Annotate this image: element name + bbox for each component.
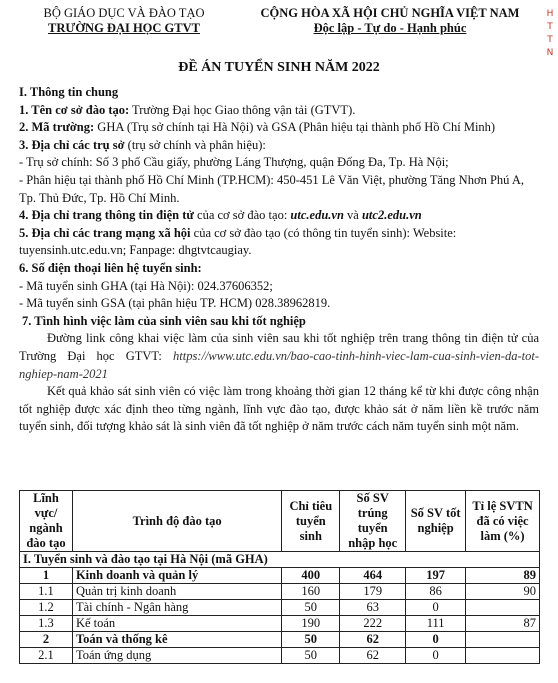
cell-graduates: 197 — [406, 568, 466, 584]
item-text: và — [343, 208, 362, 223]
cell-graduates: 86 — [406, 584, 466, 600]
item-label: 3. Địa chỉ các trụ sở — [19, 137, 125, 152]
table-row — [20, 568, 540, 584]
item-1 — [19, 102, 539, 120]
cell-enrolled: 222 — [340, 616, 406, 632]
cell-code: 1 — [20, 568, 73, 584]
address-main: - Trụ sở chính: Số 3 phố Cầu giấy, phường Láng Thượng, quận Đống Đa, Tp. Hà Nội; — [19, 155, 449, 170]
cell-rate — [466, 632, 540, 648]
item-7: 7. Tình hình việc làm của sinh viên sau khi tốt nghiệp — [22, 313, 306, 328]
section-heading: I. Thông tin chung — [19, 85, 119, 99]
table-header-row — [20, 491, 540, 552]
item-label: 2. Mã trường: — [19, 120, 95, 135]
address-branch: - Phân hiệu tại thành phố Hồ Chí Minh (TP.HCM): 450-451 Lê Văn Việt, phường Tăng Nhơn Phú A, Tp. Thủ Đức, Tp. Hồ Chí Minh. — [19, 172, 524, 205]
admission-table — [19, 490, 540, 664]
cell-enrolled: 464 — [340, 568, 406, 584]
document-body — [19, 84, 539, 436]
item-6: 6. Số điện thoại liên hệ tuyển sinh: — [19, 260, 202, 275]
cell-graduates: 0 — [406, 648, 466, 664]
cell-rate: 87 — [466, 616, 540, 632]
col-header-field: Lĩnh vực/ ngành đào tạo — [20, 491, 73, 552]
cell-enrolled: 179 — [340, 584, 406, 600]
stamp-letter: N — [546, 48, 554, 58]
motto: Độc lập - Tự do - Hạnh phúc — [313, 21, 467, 35]
survey-paragraph: Kết quả khảo sát sinh viên có việc làm trong khoảng thời gian 12 tháng kể từ khi được công nhận tốt nghiệp được xác định theo từng ngành, lĩnh vực đào tạo, được khảo sát ở năm liền kề trước năm tuyển sinh, đối tượng khảo sát là sinh viên đã tốt nghiệp ở năm trước cách năm tuyển sinh một năm. — [19, 384, 539, 434]
cell-code: 1.2 — [20, 600, 73, 616]
col-header-graduates: Số SV tốt nghiệp — [406, 491, 466, 552]
cell-name: Quản trị kinh doanh — [72, 584, 281, 600]
cell-quota: 50 — [282, 632, 340, 648]
phone-gha: - Mã tuyển sinh GHA (tại Hà Nội): 024.37606352; — [19, 278, 273, 293]
cell-name: Tài chính - Ngân hàng — [72, 600, 281, 616]
stamp-letter: H — [546, 9, 554, 19]
col-header-employment-rate: Tỉ lệ SVTN đã có việc làm (%) — [466, 491, 540, 552]
cell-graduates: 111 — [406, 616, 466, 632]
item-label: 1. Tên cơ sở đào tạo: — [19, 102, 130, 117]
report-link[interactable]: https://www.utc.edu.vn/bao-cao-tinh-hinh-viec-lam-cua-sinh-vien-da-tot-nghiep-nam-2021 — [19, 348, 539, 381]
website-link[interactable]: utc.edu.vn — [290, 208, 344, 223]
col-header-enrolled: Số SV trúng tuyển nhập học — [340, 491, 406, 552]
cell-graduates: 0 — [406, 600, 466, 616]
country-name: CỘNG HÒA XÃ HỘI CHỦ NGHĨA VIỆT NAM — [260, 6, 520, 20]
cell-quota: 400 — [282, 568, 340, 584]
cell-rate: 90 — [466, 584, 540, 600]
item-text: GHA (Trụ sở chính tại Hà Nội) và GSA (Phân hiệu tại thành phố Hồ Chí Minh) — [94, 120, 496, 135]
cell-code: 2 — [20, 632, 73, 648]
cell-rate: 89 — [466, 568, 540, 584]
issuer-block — [14, 6, 234, 36]
table-row — [20, 648, 540, 664]
cell-code: 1.1 — [20, 584, 73, 600]
cell-quota: 50 — [282, 600, 340, 616]
cell-rate — [466, 600, 540, 616]
cell-enrolled: 62 — [340, 648, 406, 664]
cell-enrolled: 62 — [340, 632, 406, 648]
cell-quota: 160 — [282, 584, 340, 600]
ministry-name: BỘ GIÁO DỤC VÀ ĐÀO TẠO — [43, 6, 205, 20]
stamp-letter: T — [547, 22, 553, 32]
table-row — [20, 616, 540, 632]
phone-gsa: - Mã tuyển sinh GSA (tại phân hiệu TP. HCM) 028.38962819. — [19, 296, 331, 311]
item-3 — [19, 137, 539, 155]
cell-name: Kinh doanh và quản lý — [72, 568, 281, 584]
university-name: TRƯỜNG ĐẠI HỌC GTVT — [48, 21, 200, 35]
document-header — [0, 6, 558, 46]
col-header-quota: Chỉ tiêu tuyển sinh — [282, 491, 340, 552]
cell-code: 2.1 — [20, 648, 73, 664]
table-section-row — [20, 552, 540, 568]
website-link[interactable]: utc2.edu.vn — [361, 208, 422, 223]
item-text: (trụ sở chính và phân hiệu): — [124, 137, 266, 152]
cell-quota: 50 — [282, 648, 340, 664]
col-header-level: Trình độ đào tạo — [72, 491, 281, 552]
employment-link-paragraph — [19, 330, 539, 383]
national-motto-block — [230, 6, 550, 36]
cell-enrolled: 63 — [340, 600, 406, 616]
item-4 — [19, 207, 539, 225]
table-row — [20, 584, 540, 600]
cell-rate — [466, 648, 540, 664]
item-text: của cơ sở đào tạo (có thông tin tuyển sinh): Website: tuyensinh.utc.edu.vn; Fanpage: dhgtvtcaugiay. — [19, 225, 457, 258]
table-row — [20, 600, 540, 616]
stamp-letter: T — [547, 35, 553, 45]
item-label: 4. Địa chỉ trang thông tin điện tử — [19, 208, 194, 223]
cell-code: 1.3 — [20, 616, 73, 632]
cell-name: Kế toán — [72, 616, 281, 632]
item-2 — [19, 119, 539, 137]
cell-name: Toán và thống kê — [72, 632, 281, 648]
table-row — [20, 632, 540, 648]
document-title: ĐỀ ÁN TUYỂN SINH NĂM 2022 — [178, 60, 380, 75]
cell-quota: 190 — [282, 616, 340, 632]
paragraph-text: Đường link công khai việc làm của sinh viên sau khi tốt nghiệp trên trang thông tin điện tử của Trường Đại học GTVT: — [19, 331, 539, 363]
item-text: của cơ sở đào tạo: — [193, 208, 291, 223]
stamp-fragment — [544, 8, 556, 60]
item-label: 5. Địa chỉ các trang mạng xã hội — [19, 225, 191, 240]
cell-name: Toán ứng dụng — [72, 648, 281, 664]
section-label: I. Tuyển sinh và đào tạo tại Hà Nội (mã GHA) — [20, 552, 540, 568]
cell-graduates: 0 — [406, 632, 466, 648]
item-text: Trường Đại học Giao thông vận tải (GTVT). — [129, 102, 356, 117]
item-5 — [19, 225, 539, 260]
